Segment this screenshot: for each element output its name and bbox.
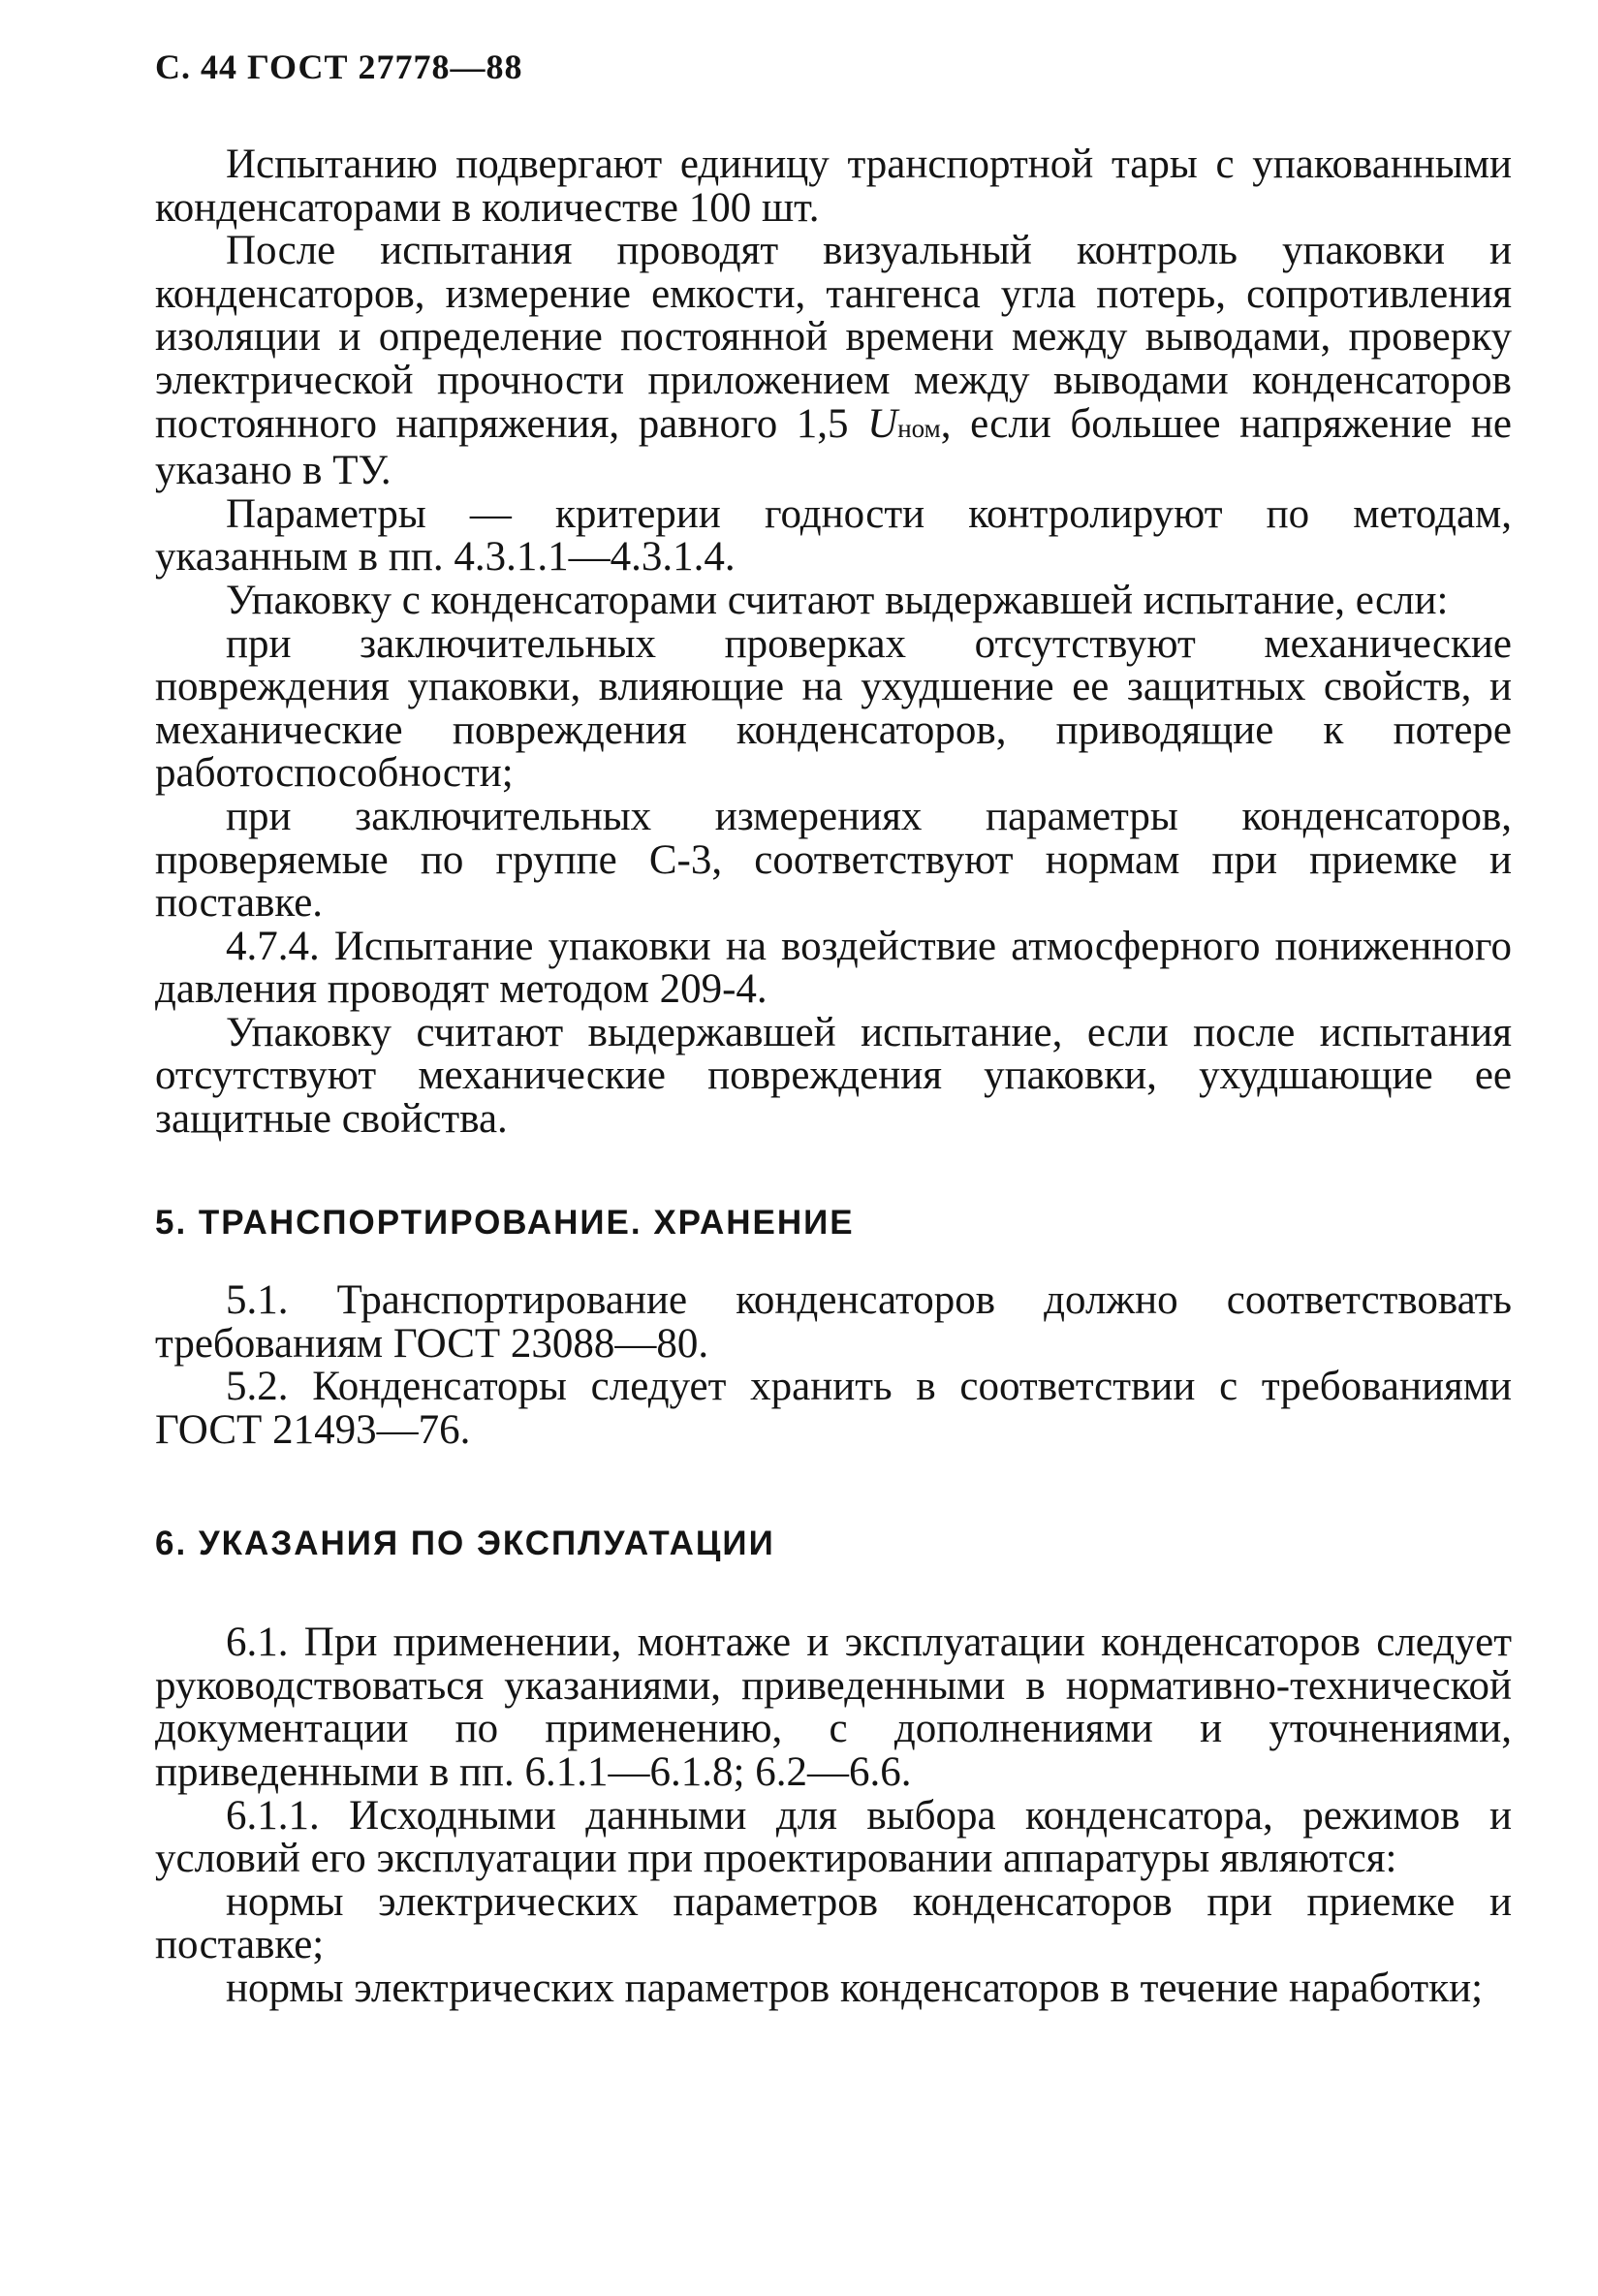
paragraph: Упаковку с конденсаторами считают выдержавшей испытание, если: — [226, 577, 1449, 623]
paragraph: Испытанию подвергают единицу транспортной тары с упакованными конденсаторами в количестве 100 шт. — [155, 142, 1512, 231]
paragraph: нормы электрических параметров конденсаторов при приемке и поставке; — [155, 1878, 1512, 1968]
paragraph: 6.1. При применении, монтаже и эксплуатации конденсаторов следует руководствоваться указаниями, приведенными в нормативно-технической документации по применению, с дополнениями и уточнениями, приведенными в пп. 6.1.1—6.1.8; 6.2—6.6. — [155, 1620, 1512, 1795]
paragraph: Упаковку считают выдержавшей испытание, если после испытания отсутствуют механические повреждения упаковки, ухудшающие ее защитные свойства. — [155, 1009, 1512, 1143]
section-heading: 6. УКАЗАНИЯ ПО ЭКСПЛУАТАЦИИ — [155, 1524, 775, 1562]
page-header: С. 44 ГОСТ 27778—88 — [155, 47, 523, 86]
paragraph: нормы электрических параметров конденсаторов в течение наработки; — [226, 1965, 1484, 2011]
voltage-subscript: ном — [897, 413, 941, 443]
paragraph: 6.1.1. Исходными данными для выбора конденсатора, режимов и условий его эксплуатации при проектировании аппаратуры являются: — [155, 1792, 1512, 1882]
voltage-symbol: U — [867, 400, 898, 447]
document-body — [155, 143, 1512, 2011]
paragraph: 4.7.4. Испытание упаковки на воздействие атмосферного пониженного давления проводят методом 209-4. — [155, 923, 1512, 1013]
paragraph-text: , если большее напряжение не указано в ТУ. — [155, 400, 1512, 494]
section-heading: 5. ТРАНСПОРТИРОВАНИЕ. ХРАНЕНИЕ — [155, 1203, 855, 1242]
paragraph: Параметры — критерии годности контролируют по методам, указанным в пп. 4.3.1.1—4.3.1.4. — [155, 490, 1512, 581]
paragraph: 5.2. Конденсаторы следует хранить в соответствии с требованиями ГОСТ 21493—76. — [155, 1364, 1512, 1454]
paragraph — [155, 230, 1512, 493]
paragraph: при заключительных измерениях параметры конденсаторов, проверяемые по группе С-3, соответствуют нормам при приемке и поставке. — [155, 793, 1512, 927]
paragraph: при заключительных проверках отсутствуют механические повреждения упаковки, влияющие на ухудшение ее защитных свойств, и механические повреждения конденсаторов, приводящие к потере работоспособности; — [155, 620, 1512, 797]
paragraph: 5.1. Транспортирование конденсаторов должно соответствовать требованиям ГОСТ 23088—80. — [155, 1277, 1512, 1367]
paragraph-text: После испытания проводят визуальный контроль упаковки и конденсаторов, измерение емкости, тангенса угла потерь, сопротивления изоляции и определение постоянной времени между выводами, проверку электрической прочности приложением между выводами конденсаторов постоянного напряжения, равного 1,5 — [155, 228, 1512, 447]
